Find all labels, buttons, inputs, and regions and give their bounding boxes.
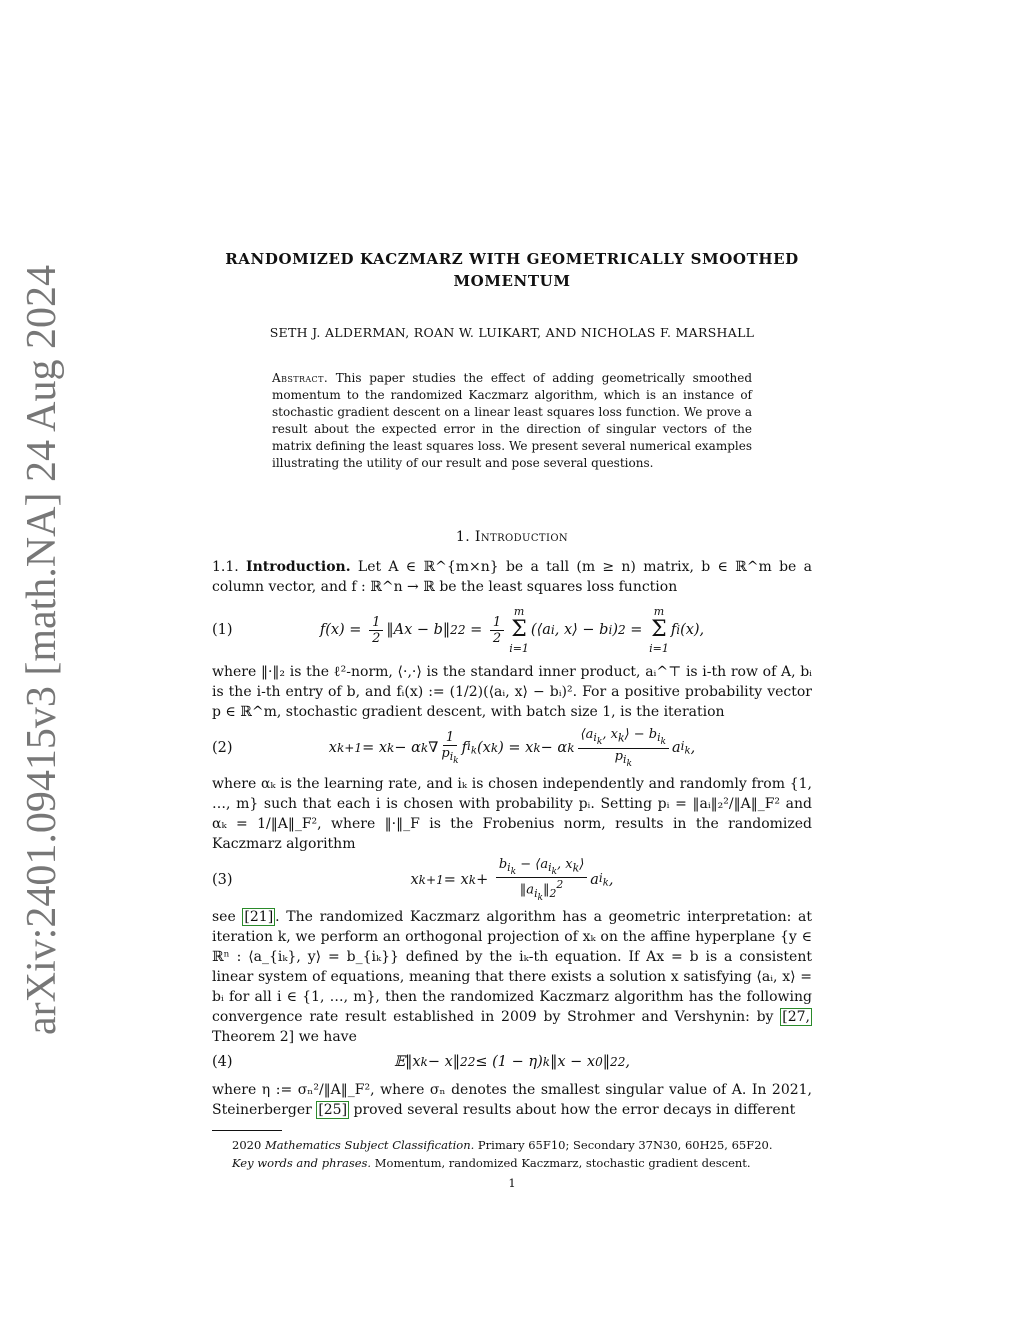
page-number: 1 (508, 1176, 516, 1190)
subsection-number: 1.1. (212, 559, 239, 575)
equation-2 (212, 718, 812, 778)
footnote-msc: 2020 Mathematics Subject Classification. Primary 65F10; Secondary 37N30, 60H25, 65F20. (232, 1138, 773, 1152)
footnote-rule (212, 1130, 282, 1131)
paragraph-4: see [21] . The randomized Kaczmarz algorithm has a geometric interpretation: at iteration k, we perform an orthogonal projection of xₖ on the affine hyperplane {y ∈ ℝⁿ : ⟨a_{iₖ}, y⟩ = b_{iₖ}} defined by the iₖ-th equation. If Ax = b is a consistent linear system of equations, meaning that there exists a solution x satisfying ⟨aᵢ, x⟩ = bᵢ for all i ∈ {1, …, m}, then the randomized Kaczmarz algorithm has the following convergence rate result established in 2009 by Strohmer and Vershynin: by [27, Theorem 2] we have (212, 909, 812, 1045)
paragraph-intro (212, 557, 812, 597)
equation-number: (2) (212, 740, 233, 756)
paper-title: RANDOMIZED KACZMARZ WITH GEOMETRICALLY SMOOTHED MOMENTUM (225, 250, 799, 290)
abstract (272, 370, 752, 472)
equation-number: (1) (212, 622, 233, 638)
equation-1 (212, 600, 812, 660)
equation-number: (3) (212, 872, 233, 888)
citation-link-25[interactable]: [25] (318, 1102, 348, 1118)
citation-link-27[interactable]: [27, (782, 1009, 810, 1025)
subsection-title: Introduction. (246, 559, 351, 575)
section-title: 1. Introduction (455, 529, 569, 545)
citation-link-21[interactable]: [21] (244, 909, 274, 925)
arxiv-stamp: arXiv:2401.09415v3 [math.NA] 24 Aug 2024 (19, 265, 65, 1035)
paragraph-5: where η := σₙ²/‖A‖_F², where σₙ denotes the smallest singular value of A. In 2021, Steinerberger [25] proved several results about how the error decays in different (212, 1082, 812, 1118)
paragraph-2: where ‖·‖₂ is the ℓ²-norm, ⟨·,·⟩ is the standard inner product, aᵢ^⊤ is i-th row of A, bᵢ is the i-th entry of b, and fᵢ(x) := (1/2)(⟨aᵢ, x⟩ − bᵢ)². For a positive probability vector p ∈ ℝ^m, stochastic gradient descent, with batch size 1, is the iteration (212, 664, 812, 720)
equation-body: 𝔼‖x k − x‖ 2 2 ≤ (1 − η) k ‖x − x 0 ‖ 2 2 , (394, 1054, 630, 1070)
equation-body: x k+1 = x k − α k ∇ $\frac{1}{p_{i_k}}$ f $i_k$ (x k ) = x k − α k $\frac{⟨a_{i_k}, x_k⟩ - b_{i_k}}{p_{i_k}}$ a $i_k$ , (328, 726, 696, 770)
abstract-label: Abstract. (272, 371, 329, 385)
abstract-text: This paper studies the effect of adding geometrically smoothed momentum to the randomized Kaczmarz algorithm, which is an instance of stochastic gradient descent on a linear least squares loss function. We prove a result about the expected error in the direction of singular vectors of the matrix defining the least squares loss. We present several numerical examples illustrating the utility of our result and pose several questions. (272, 371, 752, 470)
paragraph-3: where αₖ is the learning rate, and iₖ is chosen independently and randomly from {1, …, m} such that each i is chosen with probability pᵢ. Setting pᵢ = ‖aᵢ‖₂²/‖A‖_F² and αₖ = 1/‖A‖_F², where ‖·‖_F is the Frobenius norm, results in the randomized Kaczmarz algorithm (212, 776, 812, 852)
footnote-keywords: Key words and phrases. Momentum, randomized Kaczmarz, stochastic gradient descent. (232, 1156, 751, 1170)
paragraph-1: Let A ∈ ℝ^{m×n} be a tall (m ≥ n) matrix, b ∈ ℝ^m be a column vector, and f : ℝ^n → ℝ be the least squares loss function (212, 559, 812, 595)
equation-body: x k+1 = x k + $\frac{b_{i_k} - ⟨a_{i_k}, x_k⟩}{‖a_{i_k}‖_2^2}$ a $i_k$ , (410, 856, 614, 904)
author-list: SETH J. ALDERMAN, ROAN W. LUIKART, AND NICHOLAS F. MARSHALL (269, 325, 755, 340)
equation-body: f(x) = $\frac{1}{2}$ ‖Ax − b‖ 2 2 = $\frac{1}{2}$ m Σ i=1 (⟨a i , x⟩ − b i ) 2 = m Σ i=1 f i (x), (319, 605, 705, 655)
equation-3 (212, 850, 812, 910)
equation-number: (4) (212, 1054, 233, 1070)
